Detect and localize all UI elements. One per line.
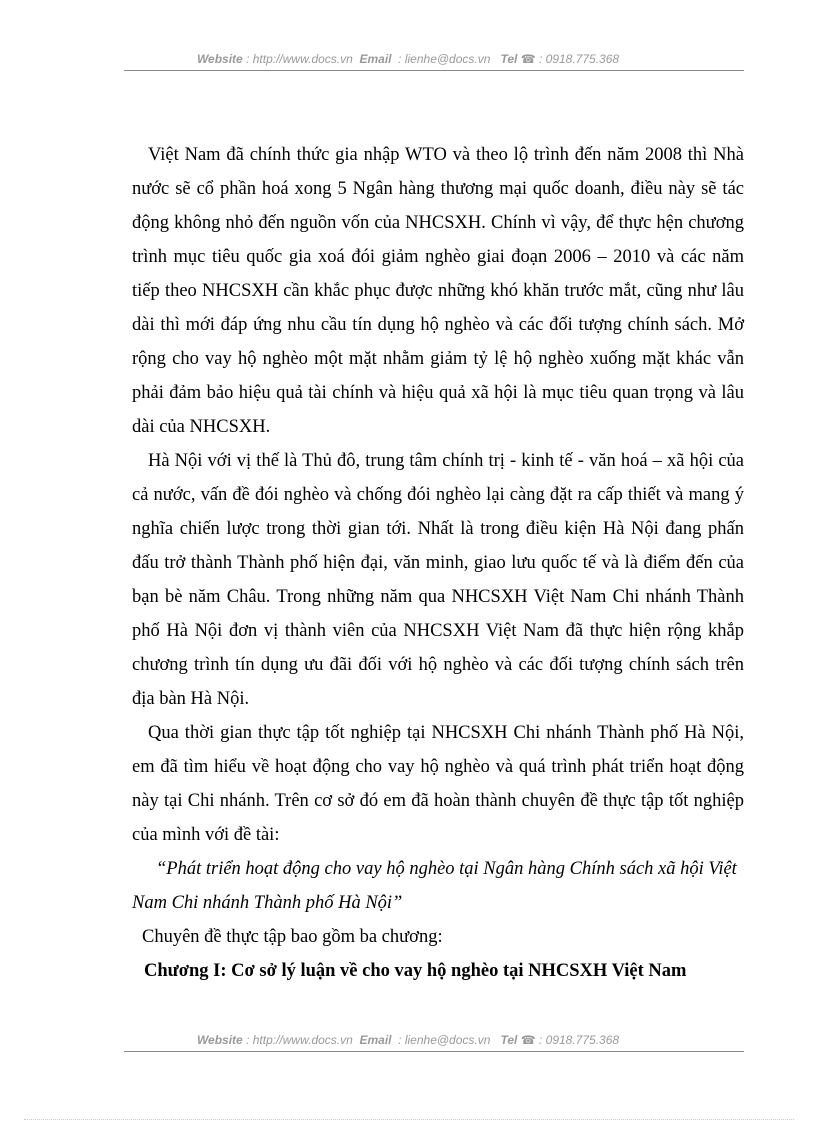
header-tel-value: : 0918.775.368 xyxy=(535,52,620,66)
page-header xyxy=(0,52,816,66)
footer-website-sep: : xyxy=(242,1033,253,1047)
phone-icon: ☎ xyxy=(520,52,536,66)
page-edge-divider xyxy=(24,1119,794,1120)
header-email-sep: : xyxy=(394,52,405,66)
footer-email-label: Email xyxy=(359,1033,392,1047)
topic-quote: “Phát triển hoạt động cho vay hộ nghèo tại Ngân hàng Chính sách xã hội Việt Nam Chi nhánh Thành phố Hà Nội” xyxy=(132,859,737,913)
phone-icon: ☎ xyxy=(520,1033,536,1047)
chapters-intro: Chuyên đề thực tập bao gồm ba chương: xyxy=(142,927,443,947)
footer-website-label: Website xyxy=(196,1033,243,1047)
header-website-label: Website xyxy=(196,52,243,66)
footer-tel-value: : 0918.775.368 xyxy=(535,1033,620,1047)
header-website-url[interactable]: http://www.docs.vn xyxy=(252,52,353,66)
footer-rule xyxy=(124,1051,744,1052)
header-tel-label: Tel xyxy=(500,52,518,66)
page-footer xyxy=(0,1033,816,1047)
body-paragraph-2: Hà Nội với vị thế là Thủ đô, trung tâm chính trị - kinh tế - văn hoá – xã hội của cả nước, vấn đề đói nghèo và chống đói nghèo lại càng đặt ra cấp thiết và mang ý nghĩa chiến lược trong thời gian tới. Nhất là trong điều kiện Hà Nội đang phấn đấu trở thành Thành phố hiện đại, văn minh, giao lưu quốc tế và là điểm đến của bạn bè năm Châu. Trong những năm qua NHCSXH Việt Nam Chi nhánh Thành phố Hà Nội đơn vị thành viên của NHCSXH Việt Nam đã thực hiện rộng khắp chương trình tín dụng ưu đãi đối với hộ nghèo và các đối tượng chính sách trên địa bàn Hà Nội. xyxy=(132,451,744,709)
footer-tel-label: Tel xyxy=(500,1033,518,1047)
footer-website-url[interactable]: http://www.docs.vn xyxy=(252,1033,353,1047)
header-email-value[interactable]: lienhe@docs.vn xyxy=(404,52,491,66)
chapter-1-heading: Chương I: Cơ sở lý luận về cho vay hộ nghèo tại NHCSXH Việt Nam xyxy=(144,961,687,981)
footer-email-sep: : xyxy=(394,1033,405,1047)
footer-email-value[interactable]: lienhe@docs.vn xyxy=(404,1033,491,1047)
body-paragraph-1: Việt Nam đã chính thức gia nhập WTO và theo lộ trình đến năm 2008 thì Nhà nước sẽ cổ phần hoá xong 5 Ngân hàng thương mại quốc doanh, điều này sẽ tác động không nhỏ đến nguồn vốn của NHCSXH. Chính vì vậy, để thực hện chương trình mục tiêu quốc gia xoá đói giảm nghèo giai đoạn 2006 – 2010 và các năm tiếp theo NHCSXH cần khắc phục được những khó khăn trước mắt, cũng như lâu dài thì mới đáp ứng nhu cầu tín dụng hộ nghèo và các đối tượng chính sách. Mở rộng cho vay hộ nghèo một mặt nhằm giảm tỷ lệ hộ nghèo xuống mặt khác vẫn phải đảm bảo hiệu quả tài chính và hiệu quả xã hội là mục tiêu quan trọng và lâu dài của NHCSXH. xyxy=(132,145,744,437)
document-body xyxy=(132,138,744,988)
header-website-sep: : xyxy=(242,52,253,66)
header-rule xyxy=(124,70,744,71)
header-email-label: Email xyxy=(359,52,392,66)
body-paragraph-3: Qua thời gian thực tập tốt nghiệp tại NHCSXH Chi nhánh Thành phố Hà Nội, em đã tìm hiểu về hoạt động cho vay hộ nghèo và quá trình phát triển hoạt động này tại Chi nhánh. Trên cơ sở đó em đã hoàn thành chuyên đề thực tập tốt nghiệp của mình với đề tài: xyxy=(132,723,744,845)
